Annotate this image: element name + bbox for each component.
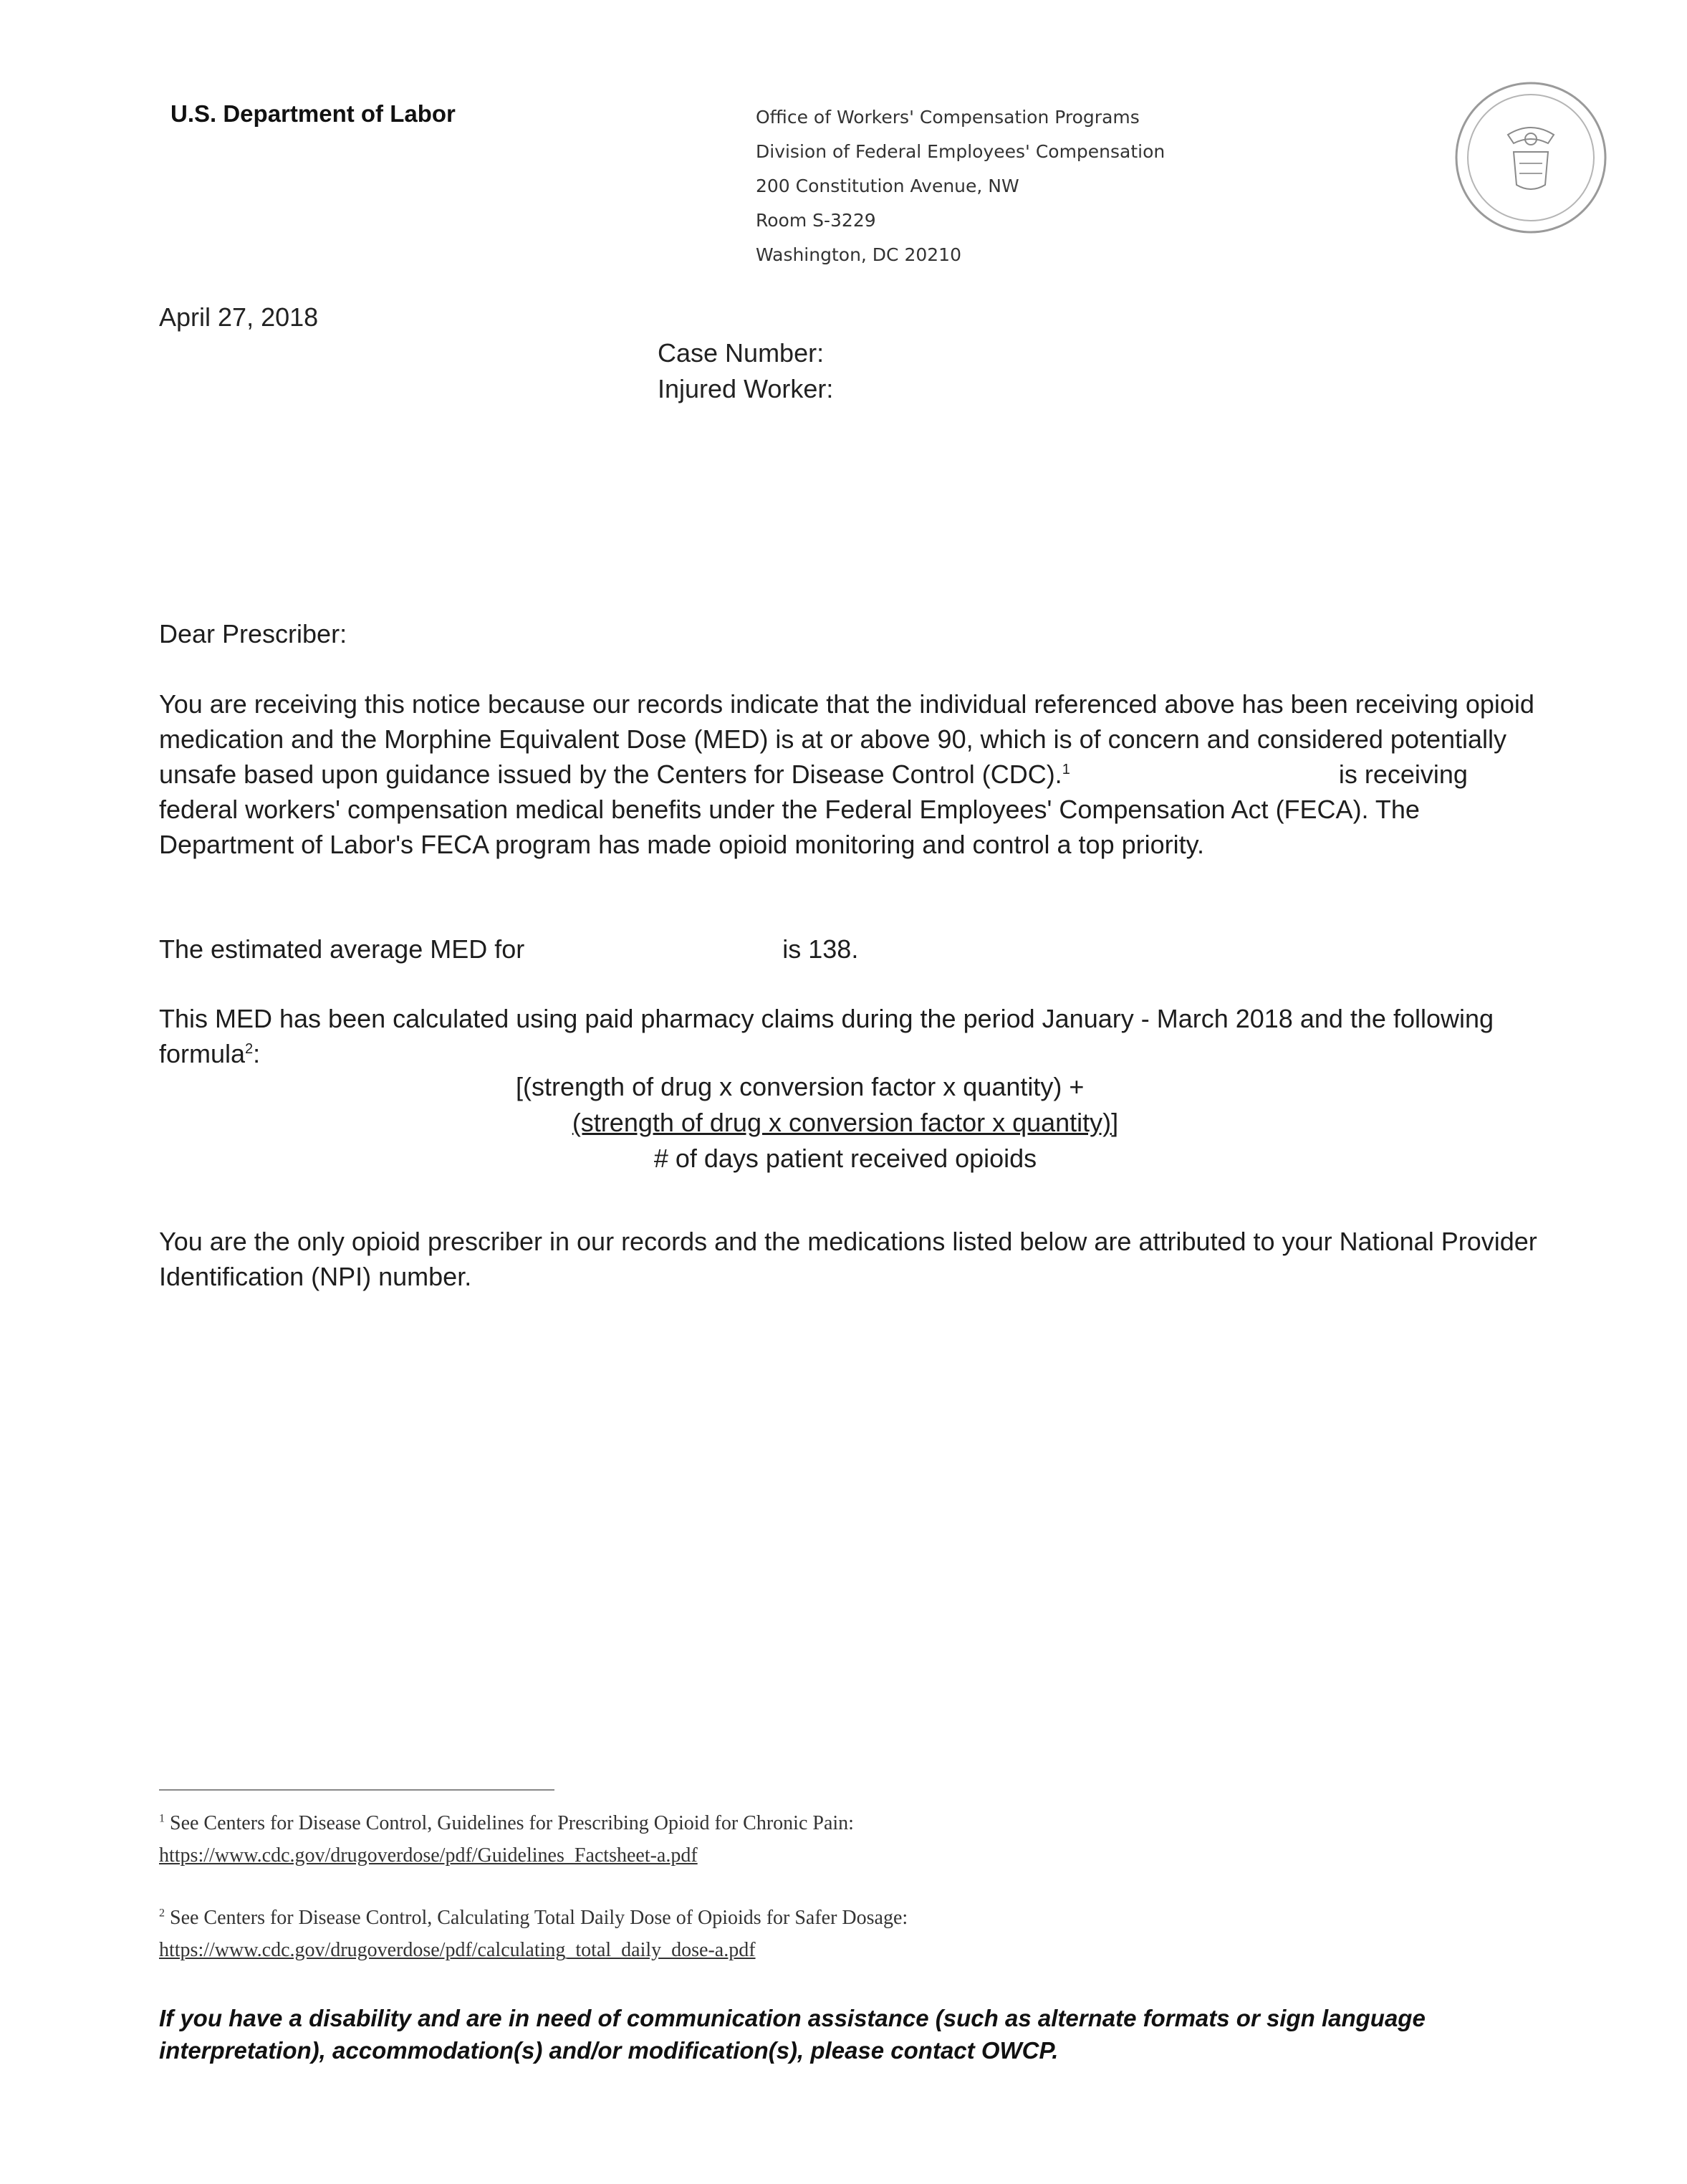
formula-denominator: # of days patient received opioids: [653, 1144, 1037, 1173]
department-seal-icon: [1451, 77, 1612, 239]
case-info: [658, 335, 833, 407]
accessibility-notice: If you have a disability and are in need of communication assistance (such as alternate formats or sign language interpretation), accommodation(s) and/or modification(s), please contact OWCP.: [159, 2005, 1426, 2064]
injured-worker-label: Injured Worker:: [658, 374, 834, 403]
footnote: [159, 1902, 1377, 1966]
agency-name: U.S. Department of Labor: [170, 100, 456, 127]
footnote-mark: 2: [159, 1907, 165, 1920]
office-line: Office of Workers' Compensation Programs: [756, 107, 1140, 128]
paragraph-text: :: [253, 1039, 261, 1068]
footnote-mark: 1: [159, 1812, 165, 1825]
footnote-ref: 2: [245, 1041, 254, 1057]
paragraph-text: is receiving federal workers' compensation medical benefits under the Federal Employees' Compensation Act (FECA). The Department of Labor's FECA program has made opioid monitoring and control a top priority.: [159, 760, 1468, 859]
footnote: [159, 1807, 1377, 1872]
footnote-ref: 1: [1062, 762, 1070, 777]
redacted-name: [532, 939, 775, 963]
redacted-name: [1077, 764, 1332, 788]
footnote-divider: [159, 1789, 554, 1791]
office-line: Division of Federal Employees' Compensation: [756, 141, 1165, 162]
med-formula: [501, 1069, 1189, 1177]
paragraph-text: The estimated average MED for: [159, 934, 525, 964]
formula-numerator-line1: [(strength of drug x conversion factor x quantity) +: [516, 1072, 1085, 1101]
salutation: Dear Prescriber:: [159, 619, 347, 648]
formula-numerator-line2: (strength of drug x conversion factor x quantity)]: [572, 1108, 1119, 1137]
paragraph-notice-reason: [159, 686, 1538, 862]
footnote-link[interactable]: https://www.cdc.gov/drugoverdose/pdf/Guidelines_Factsheet-a.pdf: [159, 1844, 698, 1867]
office-line: 200 Constitution Avenue, NW: [756, 176, 1019, 196]
office-address: [756, 100, 1165, 272]
footnote-text: See Centers for Disease Control, Calculating Total Daily Dose of Opioids for Safer Dosage:: [170, 1907, 908, 1929]
case-number-label: Case Number:: [658, 338, 825, 368]
footnote-text: See Centers for Disease Control, Guidelines for Prescribing Opioid for Chronic Pain:: [170, 1812, 854, 1834]
office-line: Room S-3229: [756, 210, 876, 231]
paragraph-calculation: [159, 1001, 1538, 1071]
footnote-link[interactable]: https://www.cdc.gov/drugoverdose/pdf/calculating_total_daily_dose-a.pdf: [159, 1939, 756, 1961]
paragraph-estimated-med: [159, 931, 1538, 967]
paragraph-text: This MED has been calculated using paid pharmacy claims during the period January - March 2018 and the following formula: [159, 1004, 1494, 1068]
paragraph-prescriber: You are the only opioid prescriber in our records and the medications listed below are attributed to your National Provider Identification (NPI) number.: [159, 1227, 1537, 1291]
office-line: Washington, DC 20210: [756, 244, 961, 265]
paragraph-text: You are receiving this notice because our records indicate that the individual referenced above has been receiving opioid medication and the Morphine Equivalent Dose (MED) is at or above 90, which is of concern and considered potentially unsafe based upon guidance issued by the Centers for Disease Control (CDC).: [159, 689, 1534, 789]
paragraph-text: is 138.: [782, 934, 859, 964]
letter-date: April 27, 2018: [159, 302, 319, 332]
